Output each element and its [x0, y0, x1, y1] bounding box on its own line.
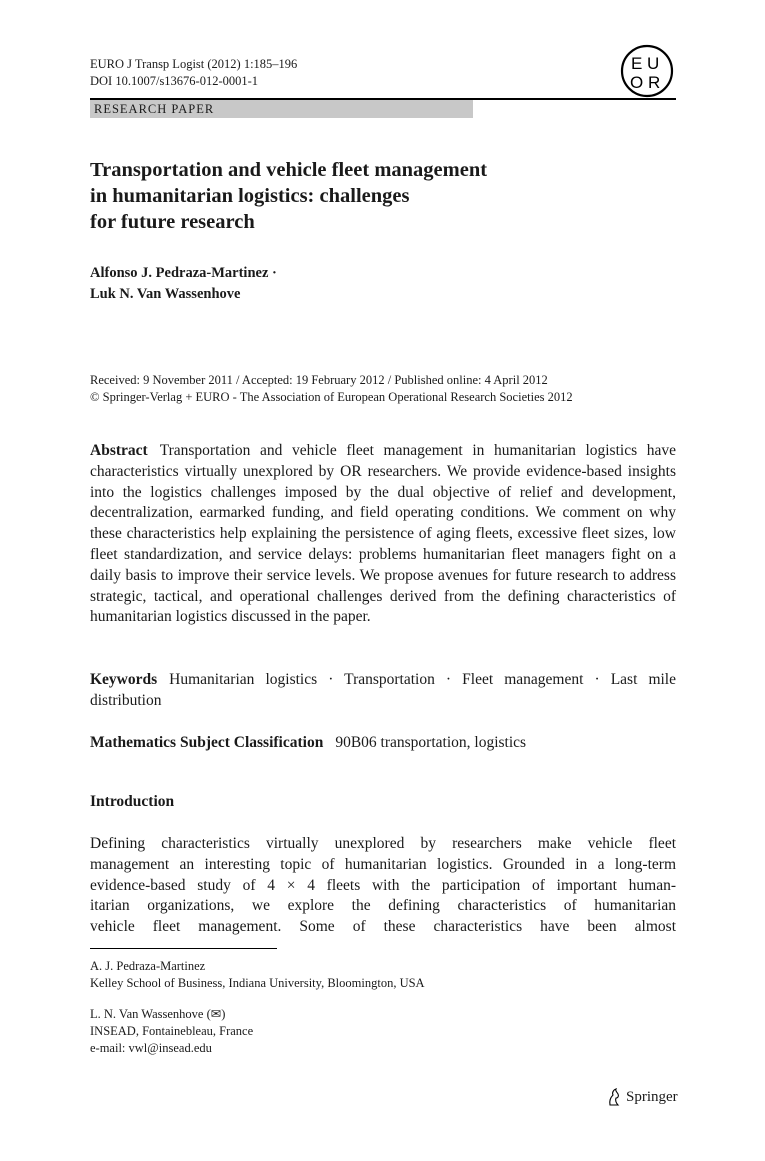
title-line: for future research — [90, 211, 255, 233]
svg-text:R: R — [648, 73, 661, 92]
affiliation-footnote — [90, 958, 425, 992]
title-line: in humanitarian logistics: challenges — [90, 185, 410, 207]
copyright-notice: © Springer-Verlag + EURO - The Association of European Operational Research Societies 2012 — [90, 390, 573, 404]
text-line: Defining characteristics virtually unexplored by researchers make vehicle fleet — [90, 835, 676, 852]
abstract — [90, 441, 676, 628]
journal-citation: EURO J Transp Logist (2012) 1:185–196 — [90, 57, 298, 71]
affiliation-email[interactable]: e-mail: vwl@insead.edu — [90, 1041, 212, 1055]
text-line: itarian organizations, we explore the defining characteristics of humanitarian — [90, 897, 676, 915]
subject-classification — [90, 733, 676, 754]
abstract-text: Transportation and vehicle fleet management in humanitarian logistics have characteristics virtually unexplored by OR researchers. We provide evidence-based insights into the logistics challenges imposed by the dual objective of relief and development, decentralization, earmarked funding, and field operating conditions. We comment on why these characteristics help explaining the persistence of aging fleets, excessive fleet sizes, low fleet standardization, and service delays: problems humanitarian fleet managers fight on a daily basis to improve their service levels. We propose avenues for future research to address strategic, tactical, and operational challenges derived from the defining characteristics of humanitarian logistics discussed in the paper. — [90, 442, 676, 626]
author-name: Alfonso J. Pedraza-Martinez · — [90, 265, 277, 281]
section-heading: Introduction — [90, 793, 175, 810]
title-line: Transportation and vehicle fleet management — [90, 159, 488, 181]
text-line: vehicle fleet management. Some of these characteristics have been almost — [90, 918, 676, 936]
author-name: Luk N. Van Wassenhove — [90, 286, 241, 302]
euro-logo-icon — [620, 44, 674, 98]
msc-heading: Mathematics Subject Classification — [90, 734, 324, 751]
text-line: management an interesting topic of humanitarian logistics. Grounded in a long-term — [90, 855, 676, 873]
footnote-rule — [90, 948, 277, 949]
publisher-name: Springer — [626, 1088, 678, 1105]
received-dates: Received: 9 November 2011 / Accepted: 19 February 2012 / Published online: 4 April 2012 — [90, 373, 548, 387]
publisher-mark — [606, 1088, 678, 1106]
springer-horse-icon — [606, 1088, 622, 1106]
affiliation-name: L. N. Van Wassenhove (✉) — [90, 1007, 226, 1021]
abstract-heading: Abstract — [90, 442, 148, 459]
svg-text:E: E — [631, 54, 643, 73]
publication-dates — [90, 372, 690, 406]
affiliation-institution: INSEAD, Fontainebleau, France — [90, 1024, 254, 1038]
paper-title — [90, 157, 650, 235]
article-category: RESEARCH PAPER — [90, 100, 473, 118]
doi: DOI 10.1007/s13676-012-0001-1 — [90, 74, 259, 88]
affiliation-institution: Kelley School of Business, Indiana University, Bloomington, USA — [90, 976, 425, 990]
text-line: evidence-based study of 4 × 4 fleets with the participation of important human- — [90, 876, 676, 894]
keywords-text: Humanitarian logistics · Transportation · Fleet management · Last mile distribution — [90, 671, 676, 709]
author-list — [90, 263, 277, 305]
introduction-text — [90, 834, 676, 938]
affiliation-name: A. J. Pedraza-Martinez — [90, 959, 206, 973]
svg-text:O: O — [630, 73, 644, 92]
keywords-heading: Keywords — [90, 671, 158, 688]
msc-text: 90B06 transportation, logistics — [335, 734, 527, 751]
affiliation-footnote — [90, 1006, 253, 1057]
svg-text:U: U — [647, 54, 660, 73]
keywords — [90, 670, 676, 712]
